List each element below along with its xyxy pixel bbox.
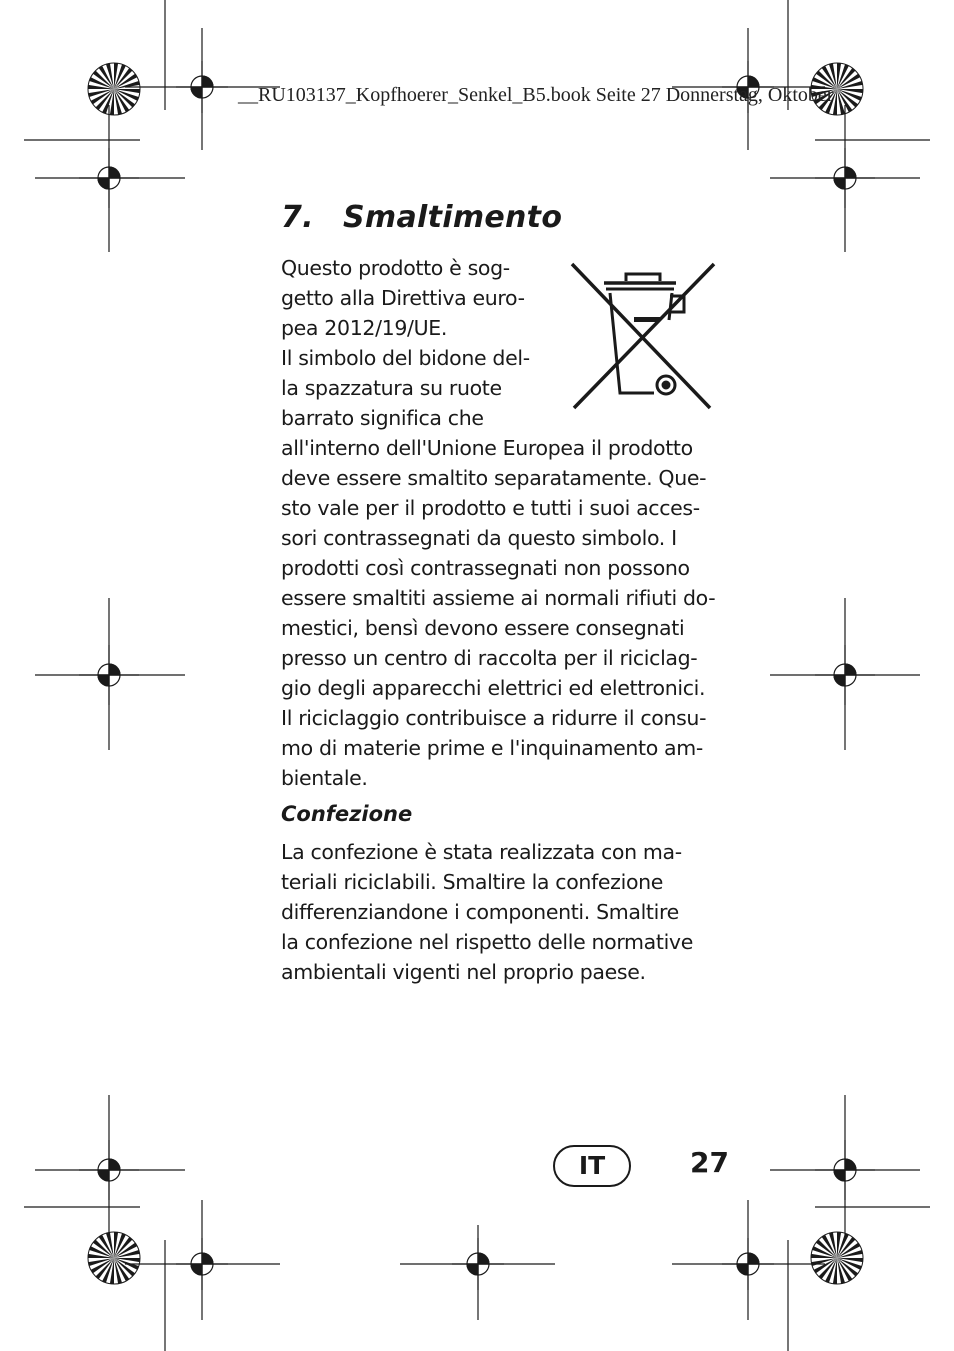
text-line: presso un centro di raccolta per il riciclag-: [281, 646, 698, 670]
text-line: pea 2012/19/UE.: [281, 316, 447, 340]
print-slug-header: __RU103137_Kopfhoerer_Senkel_B5.book Seite 27 Donnerstag, Oktober: [238, 84, 834, 106]
text-line: ambientali vigenti nel proprio paese.: [281, 960, 646, 984]
crossed-out-wheelie-bin-icon: [566, 260, 718, 412]
text-line: la confezione nel rispetto delle normative: [281, 930, 693, 954]
text-line: prodotti così contrassegnati non possono: [281, 556, 690, 580]
text-line: deve essere smaltito separatamente. Que-: [281, 466, 707, 490]
text-line: Il riciclaggio contribuisce a ridurre il consu-: [281, 706, 707, 730]
language-badge: IT: [553, 1145, 631, 1187]
text-line: sto vale per il prodotto e tutti i suoi acces-: [281, 496, 700, 520]
section-heading: [281, 200, 562, 235]
text-line: teriali riciclabili. Smaltire la confezione: [281, 870, 664, 894]
subsection-body-text: [281, 837, 693, 987]
page-number: 27: [690, 1146, 729, 1179]
text-line: gio degli apparecchi elettrici ed elettronici.: [281, 676, 706, 700]
section-body-text: [281, 433, 715, 793]
subsection-title: Confezione: [281, 802, 413, 826]
text-line: Questo prodotto è sog-: [281, 256, 510, 280]
section-title: Smaltimento: [343, 200, 563, 235]
text-line: all'interno dell'Unione Europea il prodotto: [281, 436, 693, 460]
text-line: La confezione è stata realizzata con ma-: [281, 840, 682, 864]
text-line: essere smaltiti assieme ai normali rifiuti do-: [281, 586, 716, 610]
section-intro-text: [281, 253, 530, 433]
section-number: 7.: [281, 200, 314, 235]
text-line: la spazzatura su ruote: [281, 376, 502, 400]
text-line: differenziandone i componenti. Smaltire: [281, 900, 679, 924]
text-line: bientale.: [281, 766, 368, 790]
text-line: barrato significa che: [281, 406, 484, 430]
text-line: mo di materie prime e l'inquinamento am-: [281, 736, 703, 760]
text-line: sori contrassegnati da questo simbolo. I: [281, 526, 677, 550]
color-target-icon: [811, 1232, 863, 1284]
color-target-icon: [88, 1232, 140, 1284]
text-line: Il simbolo del bidone del-: [281, 346, 530, 370]
color-target-icon: [88, 63, 140, 115]
text-line: mestici, bensì devono essere consegnati: [281, 616, 685, 640]
text-line: getto alla Direttiva euro-: [281, 286, 525, 310]
